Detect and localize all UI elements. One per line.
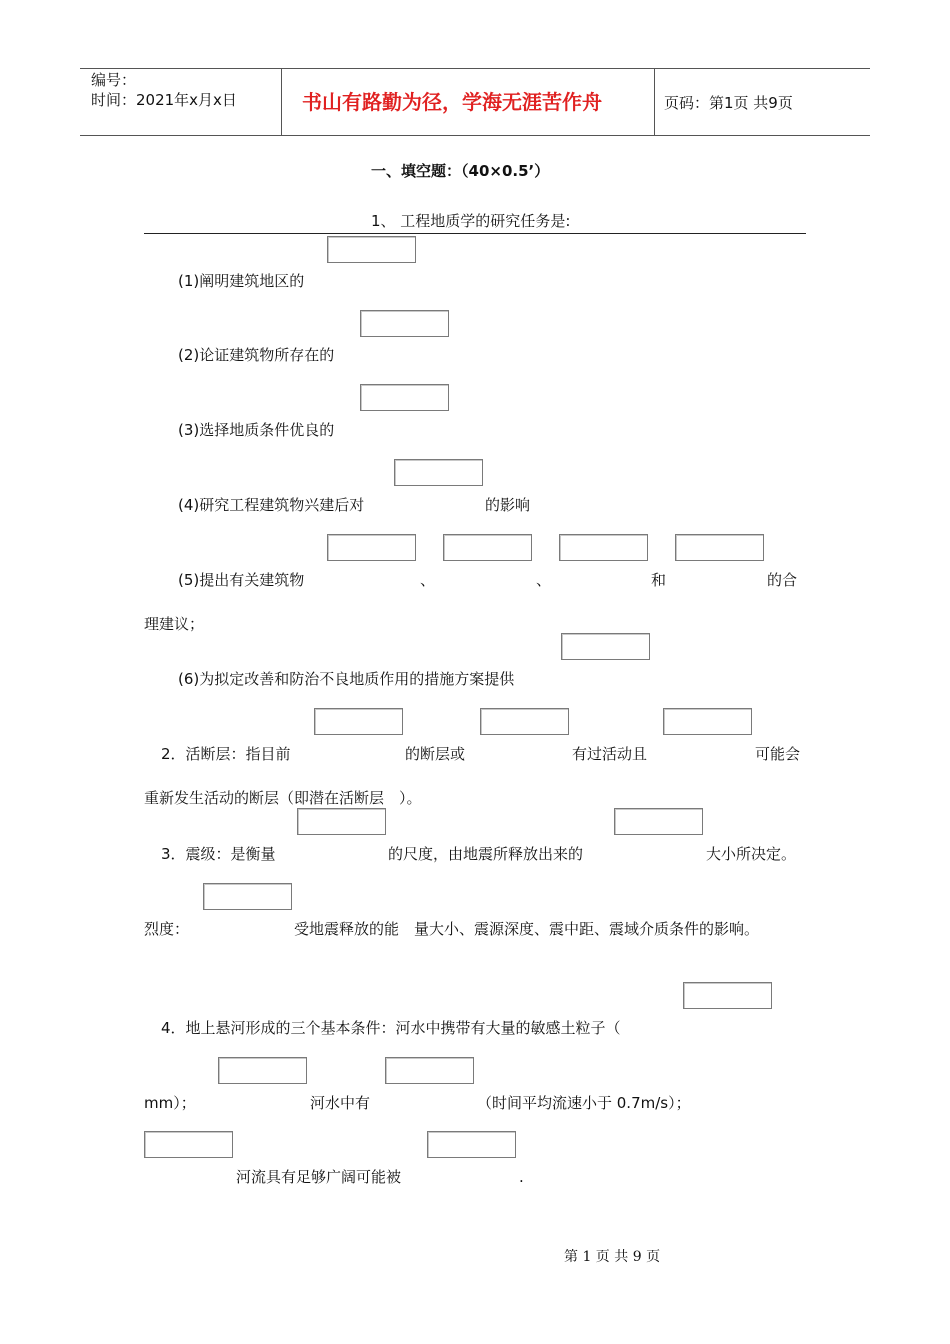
header-divider-left — [281, 68, 282, 136]
q1-item5-continuation: 理建议； — [144, 615, 205, 633]
page-footer: 第 1 页 共 9 页 — [564, 1249, 661, 1265]
q3-blank-1[interactable] — [297, 808, 386, 835]
q2-part3: 有过活动且 — [572, 745, 648, 763]
q3-intensity-text: 受地震释放的能 量大小、震源深度、震中距、震域介质条件的影响。 — [294, 920, 760, 938]
serial-label: 编号： — [91, 71, 137, 89]
q1-item6-blank[interactable] — [561, 633, 650, 660]
q2-blank-3[interactable] — [663, 708, 752, 735]
q2-continuation: 重新发生活动的断层（即潜在活断层 ）。 — [144, 789, 422, 807]
q2-part2: 的断层或 — [405, 745, 466, 763]
q1-item5: (5)提出有关建筑物 — [178, 571, 305, 589]
section-title: 一、填空题：（40×0.5’） — [371, 162, 550, 180]
q1-item1-blank[interactable] — [327, 236, 416, 263]
q1-title: 1、 工程地质学的研究任务是: — [371, 212, 571, 230]
q4-line3-a: 河流具有足够广阔可能被 — [236, 1168, 402, 1186]
q3-part1: 3．震级：是衡量 — [161, 845, 276, 863]
q4-blank-4[interactable] — [144, 1131, 233, 1158]
q2-part4: 可能会 — [755, 745, 801, 763]
q4-line2-c: （时间平均流速小于 0.7m/s）； — [477, 1094, 691, 1112]
q1-rule — [144, 233, 806, 234]
q1-item6: (6)为拟定改善和防治不良地质作用的措施方案提供 — [178, 670, 515, 688]
q1-item5-and: 和 — [651, 571, 667, 589]
q1-item4-blank[interactable] — [394, 459, 483, 486]
q1-item4-tail: 的影响 — [485, 496, 531, 514]
header-divider-right — [654, 68, 655, 136]
q1-item3: (3)选择地质条件优良的 — [178, 421, 335, 439]
q4-line2-a: mm）； — [144, 1094, 196, 1112]
header-bottom-rule — [80, 135, 870, 136]
q1-item5-tail: 的合 — [767, 571, 798, 589]
q2-blank-1[interactable] — [314, 708, 403, 735]
q1-item5-blank-2[interactable] — [443, 534, 532, 561]
q4-blank-1[interactable] — [683, 982, 772, 1009]
q1-item5-blank-4[interactable] — [675, 534, 764, 561]
q1-item2-blank[interactable] — [360, 310, 449, 337]
q4-line2-b: 河水中有 — [310, 1094, 371, 1112]
q2-blank-2[interactable] — [480, 708, 569, 735]
q3-blank-2[interactable] — [614, 808, 703, 835]
header-motto: 书山有路勤为径，学海无涯苦作舟 — [302, 90, 602, 114]
q1-item1: (1)阐明建筑地区的 — [178, 272, 305, 290]
q4-blank-3[interactable] — [385, 1057, 474, 1084]
time-label: 时间：2021年x月x日 — [91, 91, 237, 109]
q3-intensity-label: 烈度： — [144, 920, 190, 938]
q1-item5-sep1: 、 — [420, 571, 436, 589]
q1-item5-blank-1[interactable] — [327, 534, 416, 561]
q4-blank-2[interactable] — [218, 1057, 307, 1084]
q1-item5-blank-3[interactable] — [559, 534, 648, 561]
page-info: 页码：第1页 共9页 — [664, 94, 793, 112]
q1-item2: (2)论证建筑物所存在的 — [178, 346, 335, 364]
q2-part1: 2．活断层：指目前 — [161, 745, 291, 763]
q4-line3-b: . — [519, 1168, 524, 1186]
header-top-rule — [80, 68, 870, 69]
q3-intensity-blank[interactable] — [203, 883, 292, 910]
q4-blank-5[interactable] — [427, 1131, 516, 1158]
q3-part3: 大小所决定。 — [706, 845, 797, 863]
q1-item4: (4)研究工程建筑物兴建后对 — [178, 496, 365, 514]
q4-line1: 4．地上悬河形成的三个基本条件：河水中携带有大量的敏感土粒子（ — [161, 1019, 621, 1037]
q3-part2: 的尺度，由地震所释放出来的 — [388, 845, 584, 863]
q1-item5-sep2: 、 — [536, 571, 552, 589]
q1-item3-blank[interactable] — [360, 384, 449, 411]
